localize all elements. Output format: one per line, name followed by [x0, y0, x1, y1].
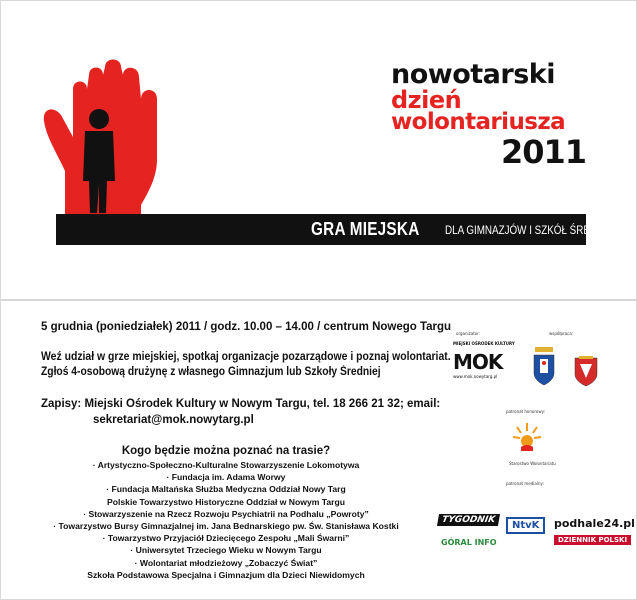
invite-line-2: Zgłoś 4-osobową drużynę z własnego Gimnazjum lub Szkoły Średniej — [41, 366, 381, 378]
banner-sub: DLA GIMNAZJÓW I SZKÓŁ ŚREDNICH — [445, 223, 622, 237]
title-line-2: dzień — [391, 86, 462, 114]
list-item: · Fundacja im. Adama Worwy — [166, 472, 286, 483]
media-label: patronat medialny: — [506, 481, 544, 486]
goral-info-logo: GÓRAL INFO — [441, 538, 497, 547]
list-item: · Stowarzyszenie na Rzecz Rozwoju Psychiatrii na Podhalu „Powroty” — [83, 508, 369, 519]
banner-bar — [56, 214, 622, 245]
organizations-section — [1, 444, 451, 581]
honor-caption: Starostwo Wolontariatu — [509, 461, 556, 466]
signup-email[interactable]: sekretariat@mok.nowytarg.pl — [93, 414, 254, 426]
list-item: · Artystyczno-Społeczno-Kulturalne Stowarzyszenie Lokomotywa — [92, 460, 360, 470]
nowy-targ-crest-icon — [531, 341, 557, 387]
title-year: 2011 — [500, 133, 586, 171]
ntvk-logo: NtvK — [506, 517, 545, 534]
mok-mark: MOK — [453, 350, 503, 374]
list-item: Polskie Towarzystwo Historyczne Oddział w Nowym Targu — [107, 496, 345, 507]
flyer-back — [0, 300, 637, 600]
list-item: · Towarzystwo Bursy Gimnazjalnej im. Jana Bednarskiego pw. Św. Stanisława Kostki — [53, 521, 399, 532]
title-line-1: nowotarski — [391, 59, 555, 90]
list-item: · Uniwersytet Trzeciego Wieku w Nowym Targu — [130, 545, 322, 556]
dziennik-polski-logo: DZIENNIK POLSKI — [554, 535, 631, 545]
list-heading: Kogo będzie można poznać na trasie? — [121, 445, 331, 457]
raised-hand-logo — [43, 59, 188, 217]
mok-logo — [453, 341, 518, 396]
list-item: · Wolontariat młodzieżowy „Zobaczyć Świat” — [134, 557, 318, 568]
volunteer-sun-icon — [509, 419, 545, 459]
signup-line-1: Zapisy: Miejski Ośrodek Kultury w Nowym Targu, tel. 18 266 21 32; email: — [41, 398, 441, 410]
banner-main: GRA MIEJSKA — [311, 219, 420, 239]
powiat-crest-icon — [573, 356, 599, 388]
podhale24-logo: podhale24.pl — [554, 517, 635, 530]
mok-url: www.mok.nowytarg.pl — [453, 374, 498, 379]
list-item: Szkoła Podstawowa Specjalna i Gimnazjum dla Dzieci Niewidomych — [87, 569, 365, 580]
organizer-label: organizator: — [456, 331, 481, 336]
tygodnik-logo: TYGODNIK — [437, 514, 500, 526]
event-title — [391, 61, 586, 171]
date-line: 5 grudnia (poniedziałek) 2011 / godz. 10.00 – 14.00 / centrum Nowego Targu — [41, 321, 452, 333]
list-item: · Towarzystwo Przyjaciół Dziecięcego Zespołu „Mali Śwarni” — [102, 533, 350, 544]
list-item: · Fundacja Maltańska Służba Medyczna Oddział Nowy Targ — [106, 484, 346, 495]
honor-label: patronat honorowy: — [506, 409, 546, 414]
title-line-3: wolontariusza — [391, 109, 566, 135]
mok-caption: MIEJSKI OŚRODEK KULTURY — [453, 341, 515, 346]
invite-line-1: Weź udział w grze miejskiej, spotkaj organizacje pozarządowe i poznaj wolontariat. — [41, 351, 451, 363]
cooperation-label: współpraca: — [549, 331, 574, 336]
